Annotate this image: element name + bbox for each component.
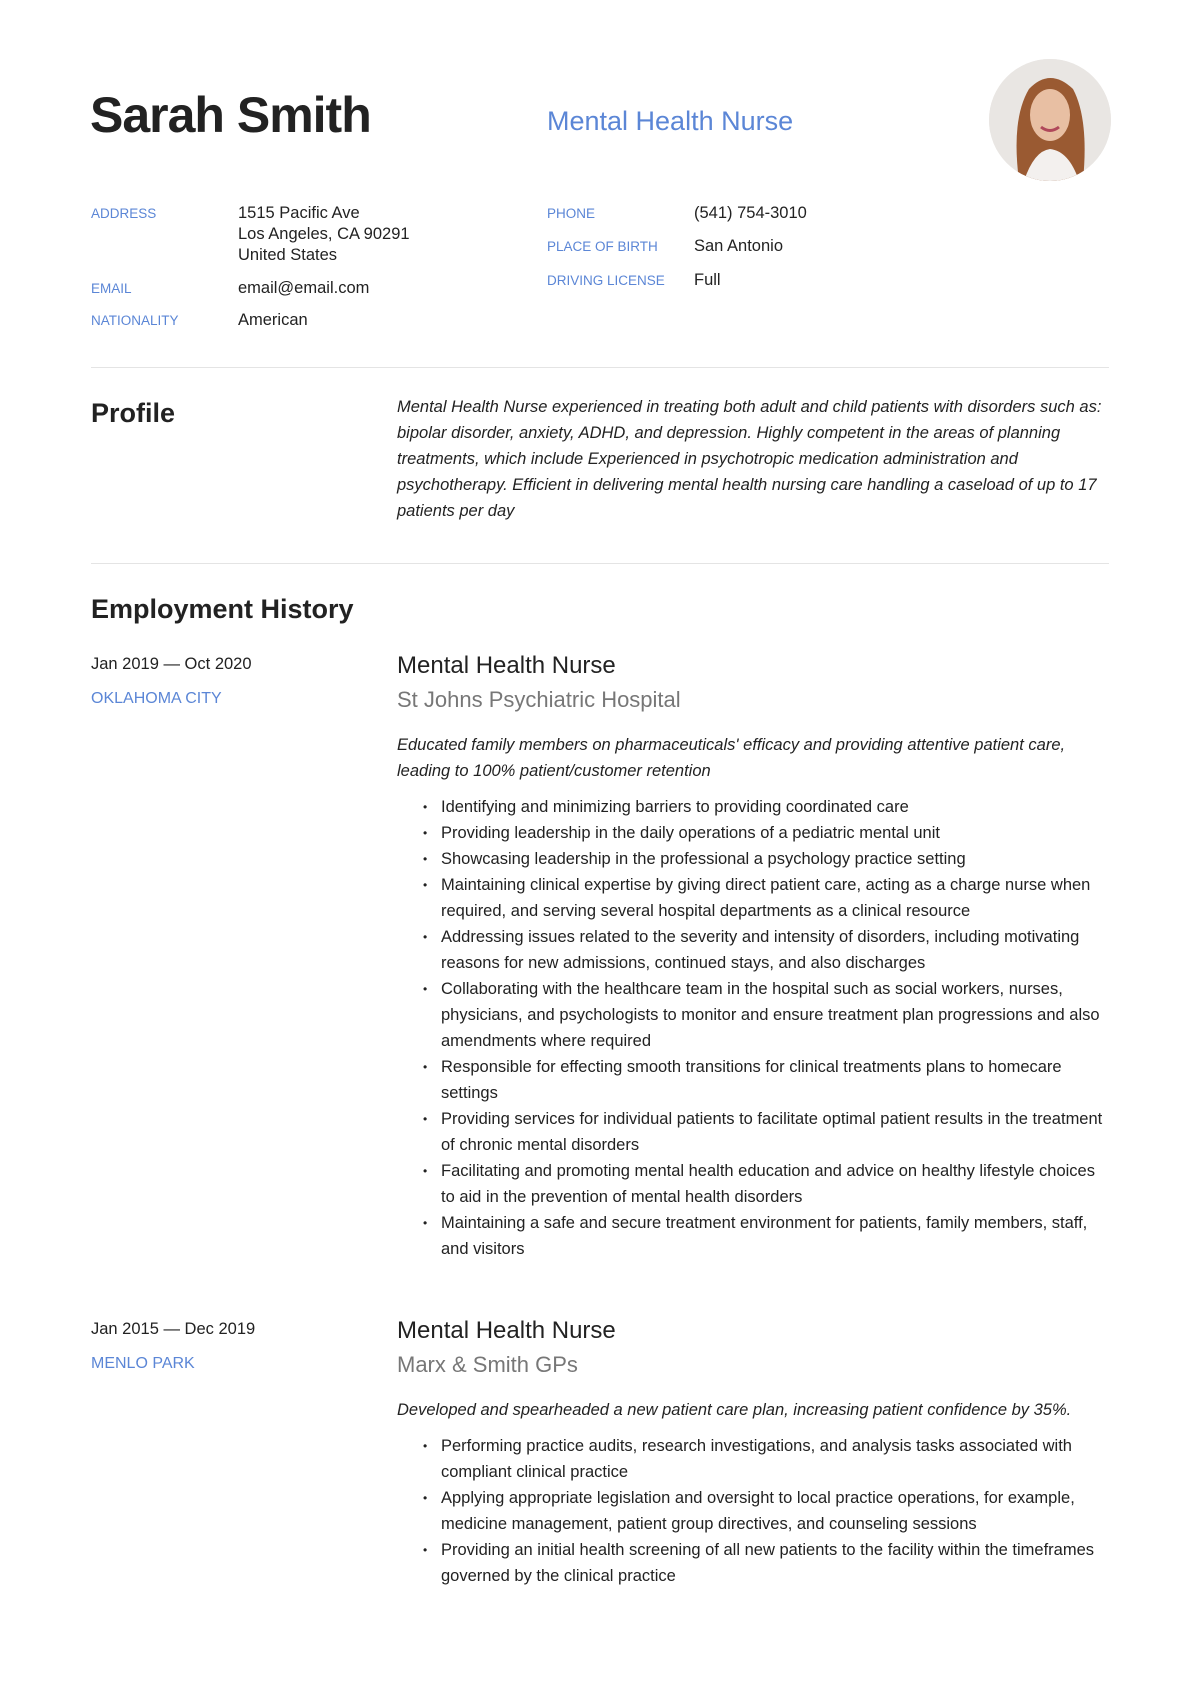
profile-text: Mental Health Nurse experienced in treating both adult and child patients with disorders such as: bipolar disorder, anxiety, ADHD, and depression. Highly competent in the areas of planning treatments, which include Experienced in psychotropic medication administration and psychotherapy. Efficient in delivering mental health nursing care handling a caseload of up to 17 patients per day xyxy=(397,398,1102,520)
job-dates: Jan 2019 — Oct 2020 xyxy=(91,655,252,673)
job-summary: Developed and spearheaded a new patient care plan, increasing patient confidence by 35%. xyxy=(397,1401,1072,1419)
company-name: St Johns Psychiatric Hospital xyxy=(397,687,681,712)
profile-heading: Profile xyxy=(91,398,176,428)
address-label: ADDRESS xyxy=(91,206,157,221)
list-item: • Providing services for individual patients to facilitate optimal patient results in the treatment of chronic mental disorders xyxy=(423,1106,1113,1158)
job-city: MENLO PARK xyxy=(91,1355,195,1372)
job-dates: Jan 2015 — Dec 2019 xyxy=(91,1320,256,1338)
nationality-value: American xyxy=(238,311,308,329)
job-city: OKLAHOMA CITY xyxy=(91,690,222,707)
job-title: Mental Health Nurse xyxy=(397,1317,616,1344)
list-item: • Responsible for effecting smooth transitions for clinical treatments plans to homecare settings xyxy=(423,1054,1113,1106)
job-title: Mental Health Nurse xyxy=(397,652,616,679)
list-item: • Facilitating and promoting mental health education and advice on healthy lifestyle choices to aid in the prevention of mental health disorders xyxy=(423,1158,1113,1210)
birth-value: San Antonio xyxy=(694,237,783,255)
list-item: • Maintaining a safe and secure treatment environment for patients, family members, staff, and visitors xyxy=(423,1210,1113,1262)
birth-label: PLACE OF BIRTH xyxy=(547,239,658,254)
list-item: • Maintaining clinical expertise by giving direct patient care, acting as a charge nurse when required, and serving several hospital departments as a clinical resource xyxy=(423,872,1113,924)
list-item: • Addressing issues related to the severity and intensity of disorders, including motivating reasons for new admissions, continued stays, and also discharges xyxy=(423,924,1113,976)
address-line: United States xyxy=(238,246,338,264)
list-item: • Providing an initial health screening of all new patients to the facility within the timeframes governed by the clinical practice xyxy=(423,1537,1113,1589)
phone-value: (541) 754-3010 xyxy=(694,204,807,222)
divider xyxy=(91,367,1109,368)
job-title: Mental Health Nurse xyxy=(547,106,794,136)
company-name: Marx & Smith GPs xyxy=(397,1352,578,1377)
list-item: • Showcasing leadership in the professional a psychology practice setting xyxy=(423,846,1113,872)
email-value: email@email.com xyxy=(238,279,370,297)
address-line: 1515 Pacific Ave xyxy=(238,204,360,222)
divider xyxy=(91,563,1109,564)
candidate-name: Sarah Smith xyxy=(90,87,371,143)
address-value xyxy=(238,203,410,266)
email-label: EMAIL xyxy=(91,281,132,296)
license-label: DRIVING LICENSE xyxy=(547,273,665,288)
list-item: • Applying appropriate legislation and oversight to local practice operations, for example, medicine management, patient group directives, and counseling sessions xyxy=(423,1485,1113,1537)
list-item: • Collaborating with the healthcare team in the hospital such as social workers, nurses, physicians, and psychologists to monitor and ensure treatment plan progressions and also amendments where required xyxy=(423,976,1113,1054)
list-item: • Providing leadership in the daily operations of a pediatric mental unit xyxy=(423,820,1113,846)
profile-photo xyxy=(989,59,1111,181)
list-item: • Performing practice audits, research investigations, and analysis tasks associated with compliant clinical practice xyxy=(423,1433,1113,1485)
job-bullets xyxy=(423,794,1113,1262)
phone-label: PHONE xyxy=(547,206,596,221)
list-item: • Identifying and minimizing barriers to providing coordinated care xyxy=(423,794,1113,820)
license-value: Full xyxy=(694,271,721,289)
nationality-label: NATIONALITY xyxy=(91,313,179,328)
job-bullets xyxy=(423,1433,1113,1589)
job-summary: Educated family members on pharmaceuticals' efficacy and providing attentive patient care, leading to 100% patient/customer retention xyxy=(397,736,1066,780)
employment-heading: Employment History xyxy=(91,594,354,624)
address-line: Los Angeles, CA 90291 xyxy=(238,225,410,243)
